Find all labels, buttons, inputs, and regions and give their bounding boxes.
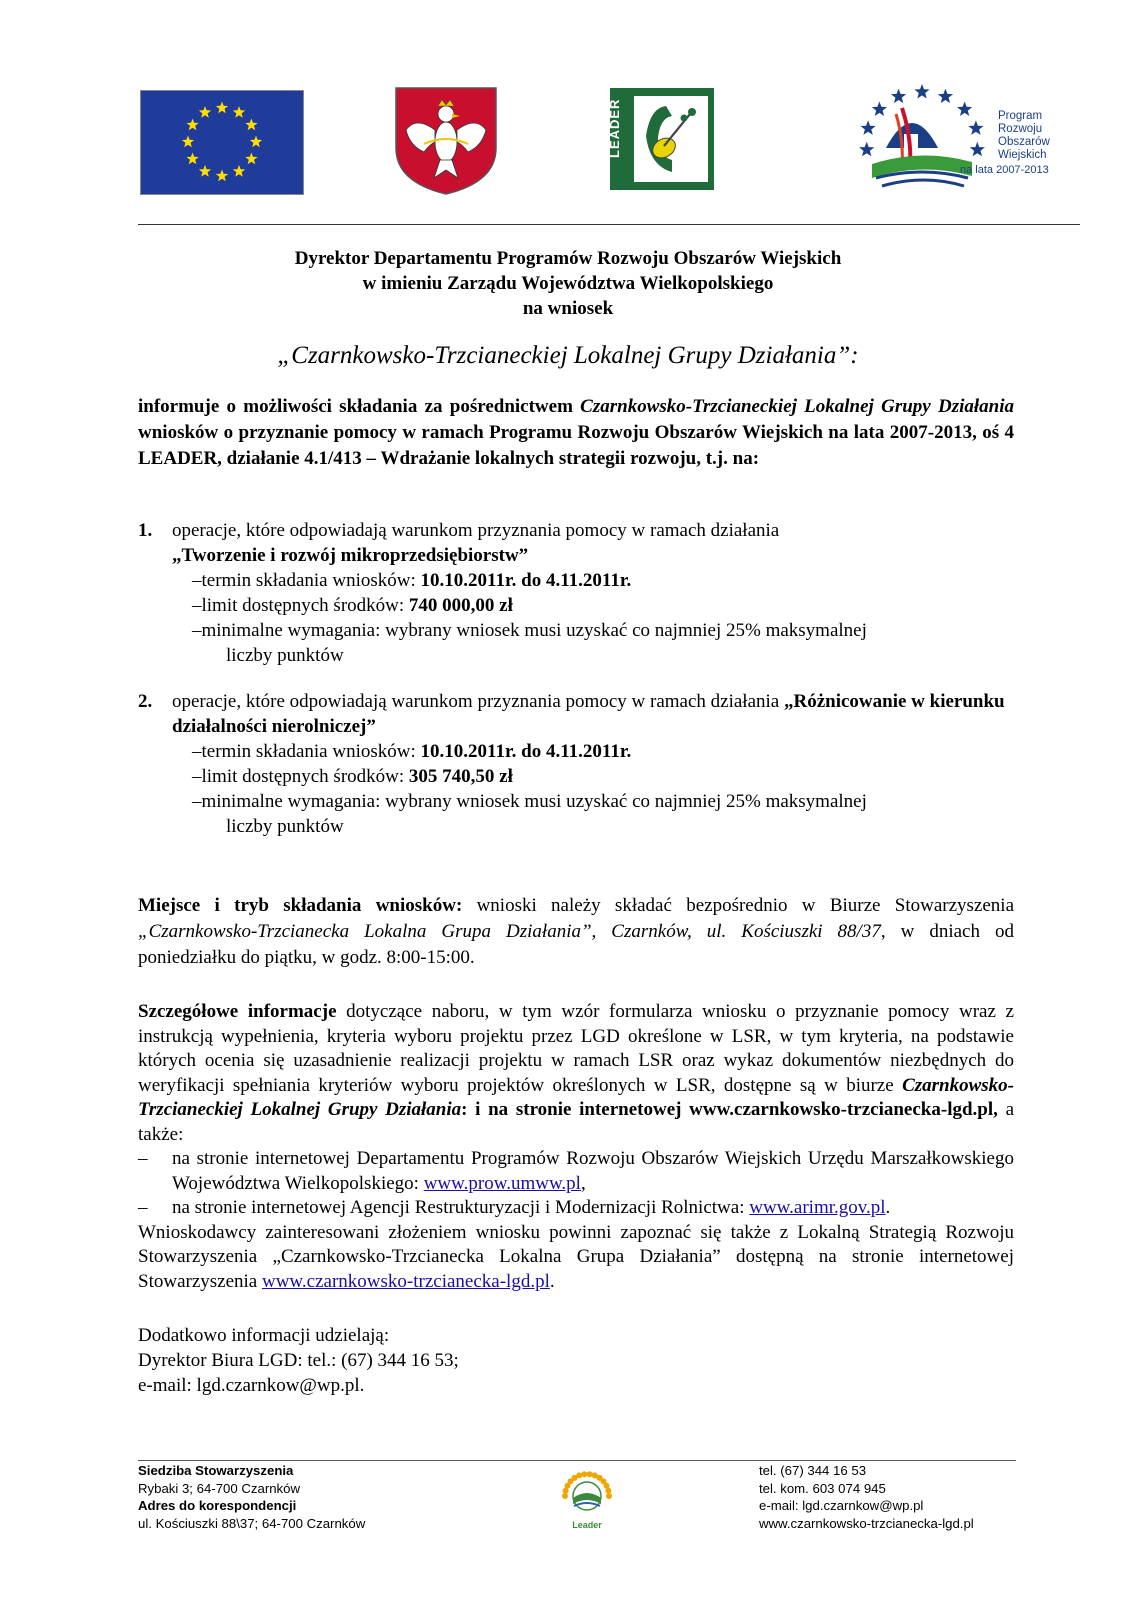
star-icon (182, 136, 194, 148)
star-icon (914, 84, 929, 99)
sun-ray-icon (606, 1493, 612, 1499)
star-icon (891, 89, 906, 104)
prow-umww-link[interactable]: www.prow.umww.pl (423, 1172, 581, 1194)
item-requirements-cont: liczby punktów (226, 816, 344, 837)
place-hours: , w dniach od poniedziałku do piątku, w godz. 8:00-15:00. (138, 921, 1014, 968)
header-divider (138, 224, 1080, 225)
details-section (138, 1000, 1014, 1294)
prow-line: Wiejskich (998, 149, 1047, 161)
item-action-name: „Różnicowanie w kierunku działalności nierolniczej” (172, 691, 1005, 737)
list-item (138, 689, 1014, 839)
star-icon (938, 89, 953, 104)
footer-phone: tel. (67) 344 16 53 (759, 1463, 867, 1478)
sun-ray-icon (605, 1488, 611, 1494)
item-text (172, 689, 1014, 739)
footer-divider (138, 1460, 1016, 1461)
place-label: Miejsce i tryb składania wniosków: (138, 895, 463, 916)
contact-block (138, 1323, 459, 1398)
sun-ray-icon (587, 1471, 593, 1477)
intro-org: Czarnkowsko-Trzcianeckiej Lokalnej Grupy Działania (580, 396, 1014, 417)
item-text: operacje, które odpowiadają warunkom przyznania pomocy w ramach działania (172, 520, 780, 541)
star-icon (859, 142, 874, 157)
item-term (192, 568, 1014, 593)
item-term (192, 739, 1014, 764)
correspondence-address: ul. Kościuszki 88\37; 64-700 Czarnków (138, 1515, 366, 1531)
prow-logo-subtitle: na lata 2007-2013 (960, 164, 1049, 176)
star-icon (199, 165, 211, 177)
intro-text-end: wniosków o przyznanie pomocy w ramach Programu Rozwoju Obszarów Wiejskich na lata 2007-2013, oś 4 LEADER, działanie 4.1/413 – Wdrażanie lokalnych strategii rozwoju, t.j. na: (138, 422, 1014, 469)
star-icon (216, 102, 228, 114)
place-address: „Czarnkowsko-Trzcianecka Lokalna Grupa Działania”, Czarnków, ul. Kościuszki 88/37 (138, 921, 881, 942)
bullet-text: na stronie internetowej Agencji Restrukturyzacji i Modernizacji Rolnictwa: (172, 1197, 750, 1218)
correspondence-label: Adres do korespondencji (138, 1498, 297, 1513)
intro-text: informuje o możliwości składania za pośrednictwem (138, 396, 581, 417)
star-icon (957, 102, 972, 117)
bullet-text: na stronie internetowej Departamentu Programów Rozwoju Obszarów Wiejskich Urzędu Marszałkowskiego Województwa Wielkopolskiego: (172, 1148, 1014, 1194)
item-text-span: operacje, które odpowiadają warunkom przyznania pomocy w ramach działania (172, 691, 784, 712)
item-number: 2. (138, 691, 153, 712)
item-action-name: „Tworzenie i rozwój mikroprzedsiębiorstw” (172, 545, 529, 566)
star-icon (199, 106, 211, 118)
footer-mobile: tel. kom. 603 074 945 (759, 1480, 886, 1496)
details-paragraph (138, 1000, 1014, 1147)
intro-paragraph (138, 394, 1014, 472)
star-icon (216, 170, 228, 182)
contact-intro: Dodatkowo informacji udzielają: (138, 1325, 390, 1346)
footer-contact (759, 1462, 974, 1532)
prow-line: Program (998, 110, 1043, 122)
details-text: dotyczące naboru, w tym wzór formularza wniosku o przyznanie pomocy wraz z instrukcją wypełnienia, kryteria wyboru projektu przez LGD określone w LSR, w tym kryteria, na podstawie których ocenia się uzasadnienie realizacji projektu w ramach LSR oraz wykaz dokumentów niezbędnych do weryfikacji spełniania kryteriów wyboru projektów określonych w LSR, dostępne są w biurze (138, 1001, 1014, 1096)
arimr-link[interactable]: www.arimr.gov.pl (749, 1197, 886, 1218)
item-requirements-cont: liczby punktów (226, 645, 344, 666)
term-label: –termin składania wniosków: (192, 570, 421, 591)
term-value: 10.10.2011r. do 4.11.2011r. (420, 570, 632, 591)
prow-line: Rozwoju (998, 123, 1043, 135)
limit-value: 740 000,00 zł (408, 595, 513, 616)
item-limit (192, 764, 1014, 789)
star-icon (245, 153, 257, 165)
term-label: –termin składania wniosków: (192, 741, 421, 762)
lgd-website-link[interactable]: www.czarnkowsko-trzcianecka-lgd.pl (261, 1270, 550, 1292)
item-requirements: –minimalne wymagania: wybrany wniosek musi uzyskać co najmniej 25% maksymalnej (192, 620, 867, 641)
lgd-logo-word: Leader (572, 1520, 602, 1530)
star-icon (872, 102, 887, 117)
closing-text: Wnioskodawcy zainteresowani złożeniem wniosku powinni zapoznać się także z Lokalną Strategią Rozwoju Stowarzyszenia „Czarnkowsko-Trzcianecka Lokalna Grupa Działania” dostępną na stronie internetowej Stowarzyszenia (138, 1221, 1014, 1292)
sun-ray-icon (562, 1493, 568, 1499)
place-text: wnioski należy składać bezpośrednio w Biurze Stowarzyszenia (462, 895, 1015, 916)
footer-address (138, 1462, 365, 1532)
sun-ray-icon (581, 1471, 587, 1477)
term-value: 10.10.2011r. do 4.11.2011r. (420, 741, 632, 762)
details-bullet-umww (138, 1147, 1014, 1196)
star-icon (233, 165, 245, 177)
limit-value: 305 740,50 zł (408, 766, 513, 787)
bullet-dash: – (138, 1148, 148, 1169)
details-website: : i na stronie internetowej www.czarnkowsko-trzcianecka-lgd.pl, (461, 1099, 998, 1120)
place-paragraph (138, 893, 1014, 971)
svg-text:LEADER: LEADER (607, 98, 622, 158)
star-icon (186, 119, 198, 131)
star-icon (233, 106, 245, 118)
sun-ray-icon (576, 1472, 582, 1478)
lgd-leader-logo (550, 1466, 624, 1532)
details-text-end: a także: (138, 1099, 1015, 1145)
star-icon (186, 153, 198, 165)
eu-flag-logo (140, 90, 304, 195)
heading-line-1: Dyrektor Departamentu Programów Rozwoju Obszarów Wiejskich (294, 248, 842, 269)
bullet-dash: – (138, 1197, 148, 1218)
details-org: Czarnkowsko-Trzcianeckiej Lokalnej Grupy Działania (138, 1074, 1014, 1120)
heading-line-3: na wniosek (522, 298, 614, 319)
star-icon (968, 120, 983, 134)
contact-email: e-mail: lgd.czarnkow@wp.pl. (138, 1375, 365, 1396)
star-icon (245, 119, 257, 131)
wielkopolska-coat-of-arms (394, 86, 498, 196)
item-number: 1. (138, 520, 153, 541)
bullet-end: . (885, 1197, 891, 1218)
details-closing (138, 1221, 1014, 1295)
contact-phone: Dyrektor Biura LGD: tel.: (67) 344 16 53; (138, 1350, 459, 1371)
star-icon (250, 136, 262, 148)
limit-label: –limit dostępnych środków: (192, 595, 409, 616)
bullet-end: , (580, 1172, 586, 1194)
footer-website: www.czarnkowsko-trzcianecka-lgd.pl (759, 1515, 974, 1531)
prow-logo (852, 78, 998, 198)
footer-email: e-mail: lgd.czarnkow@wp.pl (759, 1498, 924, 1513)
star-icon (970, 142, 985, 157)
details-bullet-arimr (138, 1196, 1014, 1221)
leader-logo (607, 88, 714, 190)
details-label: Szczegółowe informacje (138, 1001, 337, 1022)
seat-address: Rybaki 3; 64-700 Czarnków (138, 1480, 300, 1496)
heading-line-2: w imieniu Zarządu Województwa Wielkopolskiego (362, 273, 774, 294)
organization-title: „Czarnkowsko-Trzcianeckiej Lokalnej Grupy Działania”: (277, 342, 859, 369)
closing-end: . (549, 1270, 555, 1292)
prow-line: Obszarów (998, 136, 1050, 148)
item-requirements: –minimalne wymagania: wybrany wniosek musi uzyskać co najmniej 25% maksymalnej (192, 791, 867, 812)
prow-logo-text (998, 110, 1050, 162)
limit-label: –limit dostępnych środków: (192, 766, 409, 787)
star-icon (861, 120, 876, 134)
seat-label: Siedziba Stowarzyszenia (138, 1463, 294, 1478)
list-item (138, 518, 1014, 668)
item-limit (192, 593, 1014, 618)
